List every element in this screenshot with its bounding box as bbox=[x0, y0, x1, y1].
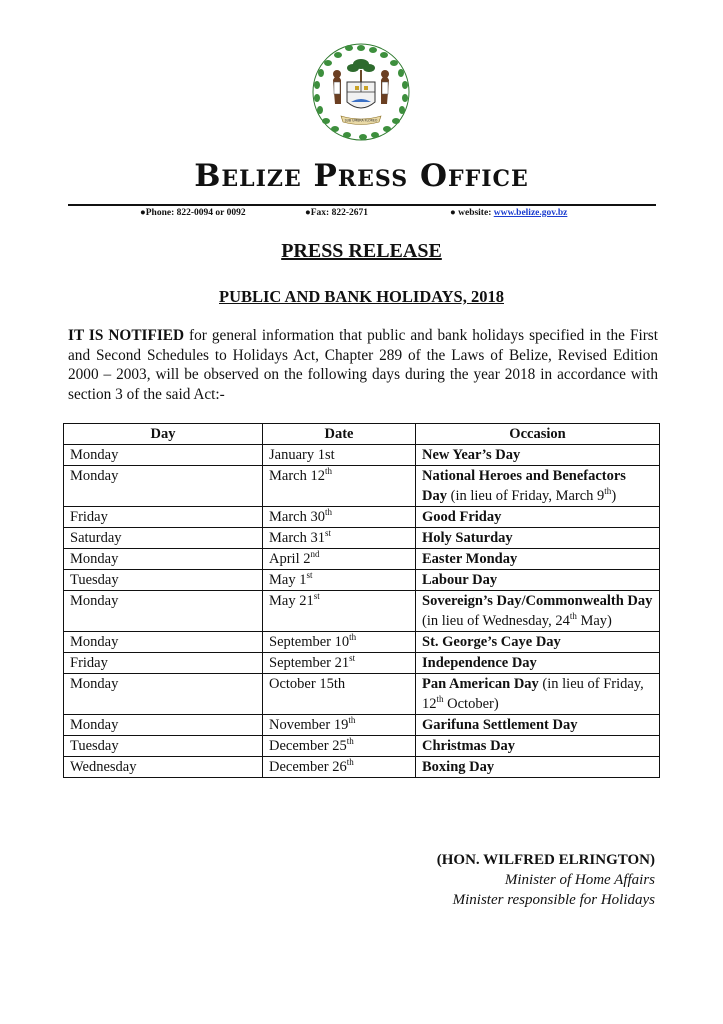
header-rule bbox=[68, 204, 656, 206]
table-row bbox=[64, 736, 660, 757]
signatory-name: (HON. WILFRED ELRINGTON) bbox=[436, 852, 655, 868]
cell-occasion: Christmas Day bbox=[416, 736, 660, 757]
cell-occasion: New Year’s Day bbox=[416, 445, 660, 466]
cell-day: Monday bbox=[64, 674, 263, 715]
table-row bbox=[64, 757, 660, 778]
cell-date: December 25th bbox=[263, 736, 416, 757]
cell-date: May 1st bbox=[263, 570, 416, 591]
header-occasion: Occasion bbox=[416, 424, 660, 445]
cell-occasion: Sovereign’s Day/Commonwealth Day (in lieu of Wednesday, 24th May) bbox=[416, 591, 660, 632]
header-day: Day bbox=[64, 424, 263, 445]
cell-day: Friday bbox=[64, 507, 263, 528]
cell-date: October 15th bbox=[263, 674, 416, 715]
cell-occasion: Holy Saturday bbox=[416, 528, 660, 549]
table-row bbox=[64, 570, 660, 591]
cell-date: December 26th bbox=[263, 757, 416, 778]
cell-day: Wednesday bbox=[64, 757, 263, 778]
cell-date: March 12th bbox=[263, 466, 416, 507]
fax-info: ●Fax: 822-2671 bbox=[305, 208, 369, 218]
table-row bbox=[64, 507, 660, 528]
cell-day: Monday bbox=[64, 715, 263, 736]
cell-date: September 21st bbox=[263, 653, 416, 674]
cell-occasion: Independence Day bbox=[416, 653, 660, 674]
cell-day: Monday bbox=[64, 591, 263, 632]
office-title: Belize Press Office bbox=[194, 158, 529, 194]
table-row bbox=[64, 715, 660, 736]
phone-info: ●Phone: 822-0094 or 0092 bbox=[140, 208, 246, 218]
cell-day: Monday bbox=[64, 445, 263, 466]
cell-date: January 1st bbox=[263, 445, 416, 466]
website-info: ● website: www.belize.gov.bz bbox=[450, 208, 568, 218]
cell-occasion: Boxing Day bbox=[416, 757, 660, 778]
header-date: Date bbox=[263, 424, 416, 445]
table-row bbox=[64, 653, 660, 674]
table-row bbox=[64, 674, 660, 715]
notice-text: for general information that public and bank holidays specified in the First and Second Schedules to Holidays Act, Chapter 289 of the Laws of Belize, Revised Edition 2000 – 2003, will be observed on the following days during the year 2018 in accordance with section 3 of the said Act:- bbox=[68, 327, 659, 403]
signatory-title-1: Minister of Home Affairs bbox=[504, 872, 655, 888]
holidays-table bbox=[63, 423, 660, 778]
cell-date: September 10th bbox=[263, 632, 416, 653]
belize-coat-of-arms-icon bbox=[311, 42, 411, 142]
notice-lead: IT IS NOTIFIED bbox=[68, 327, 185, 344]
cell-day: Monday bbox=[64, 466, 263, 507]
cell-occasion: Pan American Day (in lieu of Friday, 12th October) bbox=[416, 674, 660, 715]
cell-day: Saturday bbox=[64, 528, 263, 549]
cell-day: Monday bbox=[64, 549, 263, 570]
cell-occasion: Easter Monday bbox=[416, 549, 660, 570]
press-release-title: PRESS RELEASE bbox=[281, 240, 442, 262]
table-row bbox=[64, 466, 660, 507]
cell-occasion: Good Friday bbox=[416, 507, 660, 528]
table-row bbox=[64, 445, 660, 466]
signatory-title-2: Minister responsible for Holidays bbox=[452, 892, 655, 908]
cell-occasion: Garifuna Settlement Day bbox=[416, 715, 660, 736]
cell-date: November 19th bbox=[263, 715, 416, 736]
notice-paragraph bbox=[68, 326, 658, 404]
cell-day: Monday bbox=[64, 632, 263, 653]
table-row bbox=[64, 591, 660, 632]
table-row bbox=[64, 528, 660, 549]
website-link[interactable]: www.belize.gov.bz bbox=[493, 208, 568, 218]
cell-date: March 30th bbox=[263, 507, 416, 528]
cell-occasion: National Heroes and Benefactors Day (in lieu of Friday, March 9th) bbox=[416, 466, 660, 507]
cell-occasion: Labour Day bbox=[416, 570, 660, 591]
cell-day: Friday bbox=[64, 653, 263, 674]
table-header-row bbox=[64, 424, 660, 445]
cell-date: March 31st bbox=[263, 528, 416, 549]
release-subtitle: PUBLIC AND BANK HOLIDAYS, 2018 bbox=[219, 287, 504, 306]
cell-day: Tuesday bbox=[64, 570, 263, 591]
seal-motto: SUB UMBRA FLOREO bbox=[344, 118, 378, 123]
cell-date: May 21st bbox=[263, 591, 416, 632]
table-row bbox=[64, 632, 660, 653]
cell-occasion: St. George’s Caye Day bbox=[416, 632, 660, 653]
cell-day: Tuesday bbox=[64, 736, 263, 757]
signature-block bbox=[437, 850, 655, 910]
cell-date: April 2nd bbox=[263, 549, 416, 570]
table-row bbox=[64, 549, 660, 570]
